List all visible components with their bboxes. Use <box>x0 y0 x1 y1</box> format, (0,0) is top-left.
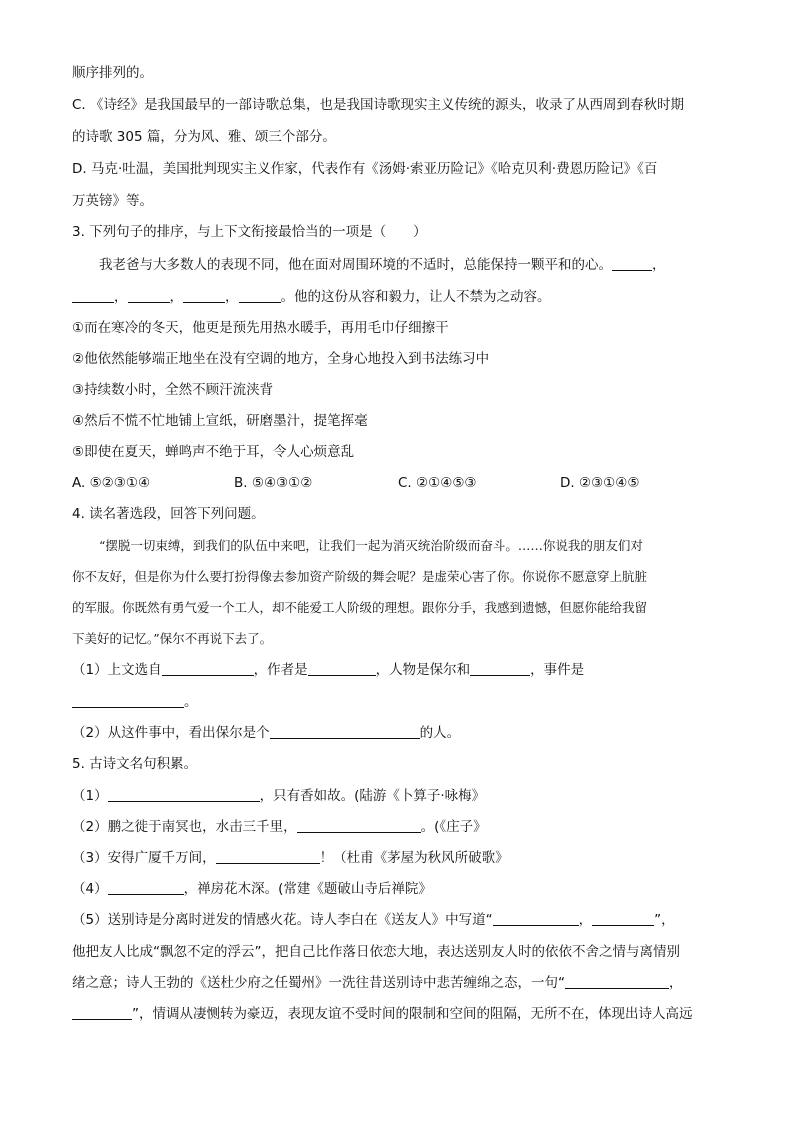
fill-blank[interactable] <box>108 880 184 895</box>
fill-blank[interactable] <box>308 661 376 676</box>
q4-excerpt-line4: 下美好的记忆。”保尔不再说下去了。 <box>72 631 273 646</box>
q4-sub2: （2）从这件事中，看出保尔是个 的人。 <box>72 725 461 741</box>
fill-blank[interactable] <box>470 661 530 676</box>
q4-sub1: （1）上文选自 ，作者是 ，人物是保尔和 ，事件是 <box>72 662 585 678</box>
q3-sentence-4: ④然后不慌不忙地铺上宣纸，研磨墨汁，提笔挥毫 <box>72 413 368 429</box>
fill-blank[interactable] <box>270 724 420 739</box>
q5-sub5-line2: 他把友人比成“飘忽不定的浮云”，把自己比作落日依恋大地，表达送别友人时的依依不舍之情与离情别 <box>72 944 680 960</box>
q5-sub5-line4: ”，情调从凄恻转为豪迈，表现友谊不受时间的限制和空间的阻隔，无所不在，体现出诗人高远 <box>72 1005 693 1023</box>
fill-blank[interactable] <box>72 693 184 708</box>
fill-blank[interactable] <box>183 288 225 303</box>
q5-sub1: （1） ，只有香如故。(陆游《卜算子·咏梅》 <box>72 788 486 804</box>
option-d-line2: 万英镑》等。 <box>72 193 153 209</box>
q3-option-c[interactable]: C. ②①④⑤③ <box>398 475 477 491</box>
option-b-continuation: 顺序排列的。 <box>72 65 153 81</box>
fill-blank[interactable] <box>72 1005 132 1020</box>
q3-sentence-5: ⑤即使在夏天，蝉鸣声不绝于耳，令人心烦意乱 <box>72 444 355 460</box>
q4-excerpt-line2: 你不友好，但是你为什么要打扮得像去参加资产阶级的舞会呢？是虚荣心害了你。你说你不愿意穿上肮脏 <box>72 569 648 584</box>
question-5-stem: 5. 古诗文名句积累。 <box>72 756 198 772</box>
q3-option-b[interactable]: B. ⑤④③①② <box>234 475 313 491</box>
fill-blank[interactable] <box>72 288 114 303</box>
q5-sub4: （4） ，禅房花木深。(常建《题破山寺后禅院》 <box>72 881 432 897</box>
fill-blank[interactable] <box>592 911 654 926</box>
option-c-line1: C. 《诗经》是我国最早的一部诗歌总集，也是我国诗歌现实主义传统的源头，收录了从西周到春秋时期 <box>72 97 685 113</box>
q4-excerpt-line1: “摆脱一切束缚，到我们的队伍中来吧，让我们一起为消灭统治阶级而奋斗。……你说我的朋友们对 <box>99 538 643 553</box>
q3-sentence-2: ②他依然能够端正地坐在没有空调的地方，全身心地投入到书法练习中 <box>72 351 490 367</box>
question-4-stem: 4. 读名著选段，回答下列问题。 <box>72 506 265 522</box>
q3-passage-line2: ， ， ， 。他的这份从容和毅力，让人不禁为之动容。 <box>72 288 551 306</box>
question-3-stem: 3. 下列句子的排序，与上下文衔接最恰当的一项是（ ） <box>72 224 427 240</box>
option-d-line1: D. 马克·吐温，美国批判现实主义作家，代表作有《汤姆·索亚历险记》《哈克贝利·费恩历险记》《百 <box>72 161 658 177</box>
q3-option-a[interactable]: A. ⑤②③①④ <box>72 475 151 491</box>
q4-excerpt-line3: 的军服。你既然有勇气爱一个工人，却不能爱工人阶级的理想。跟你分手，我感到遗憾，但愿你能给我留 <box>72 600 648 615</box>
q4-sub1-cont: 。 <box>72 693 198 711</box>
fill-blank[interactable] <box>128 288 170 303</box>
q5-sub5-line1: （5）送别诗是分离时迸发的情感火花。诗人李白在《送友人》中写道“ ， ”， <box>72 912 675 928</box>
q3-sentence-3: ③持续数小时，全然不顾汗流浃背 <box>72 382 274 398</box>
q3-passage-line1: 我老爸与大多数人的表现不同，他在面对周围环境的不适时，总能保持一颗平和的心。 ， <box>99 257 666 273</box>
q3-option-d[interactable]: D. ②③①④⑤ <box>560 475 640 491</box>
fill-blank[interactable] <box>108 787 260 802</box>
q5-sub2: （2）鹏之徙于南冥也，水击三千里， 。(《庄子》 <box>72 819 487 835</box>
fill-blank[interactable] <box>565 974 669 989</box>
q5-sub3: （3）安得广厦千万间， ！（杜甫《茅屋为秋风所破歌》 <box>72 850 509 866</box>
q5-sub5-line3: 绪之意；诗人王勃的《送杜少府之任蜀州》一洗往昔送别诗中悲苦缠绵之态，一句“ ， <box>72 975 683 991</box>
q3-sentence-1: ①而在寒冷的冬天，他更是预先用热水暖手，再用毛巾仔细擦干 <box>72 320 449 336</box>
fill-blank[interactable] <box>612 256 652 271</box>
fill-blank[interactable] <box>239 288 281 303</box>
option-c-line2: 的诗歌 305 篇，分为风、雅、颂三个部分。 <box>72 129 336 145</box>
fill-blank[interactable] <box>297 818 421 833</box>
fill-blank[interactable] <box>216 849 320 864</box>
fill-blank[interactable] <box>162 661 254 676</box>
fill-blank[interactable] <box>493 911 579 926</box>
